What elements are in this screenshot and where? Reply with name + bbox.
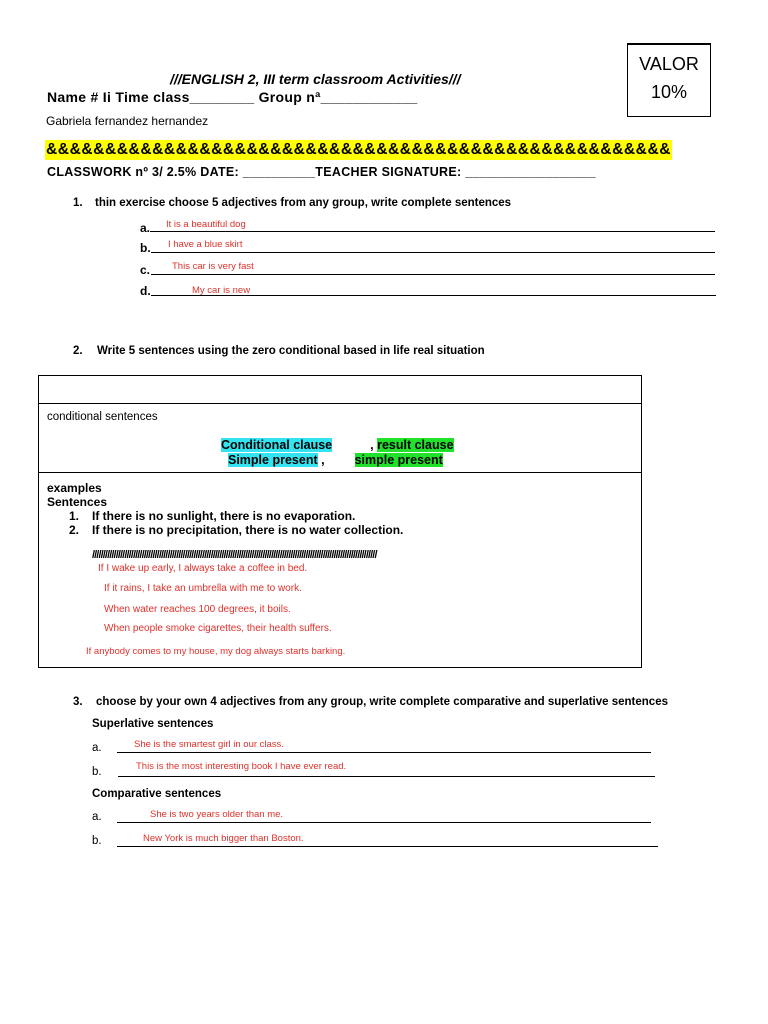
valor-percent: 10% [650,82,688,102]
valor-label: VALOR [639,54,699,74]
conditional-clause-row [221,438,454,453]
comparative-line-b [117,846,658,847]
example-number-1: 1. [69,509,80,523]
zero-conditional-answer-2: If it rains, I take an umbrella with me to work. [104,583,302,594]
q1-label-d: d. [140,284,151,298]
q1-label-b: b. [140,241,151,255]
example-number-2: 2. [69,523,80,537]
zero-conditional-answer-5: If anybody comes to my house, my dog always starts barking. [86,646,346,657]
superlative-label-b: b. [92,766,102,778]
superlative-label: Superlative sentences [92,718,214,730]
q3-text: choose by your own 4 adjectives from any group, write complete comparative and superlative sentences [96,696,668,708]
comma-separator: , [370,438,378,452]
tense-row [228,453,443,468]
q1-answer-c: This car is very fast [172,261,254,272]
superlative-label-a: a. [92,742,102,754]
zero-conditional-answer-4: When people smoke cigarettes, their health suffers. [104,623,332,634]
q1-answer-line-c [151,274,715,275]
comparative-label-a: a. [92,811,102,823]
table-divider-top [39,403,641,404]
q1-label-a: a. [140,221,151,235]
examples-label: examples [47,481,102,495]
example-sentence-1: If there is no sunlight, there is no evaporation. [92,509,356,523]
comparative-label: Comparative sentences [92,788,222,800]
q1-answer-b: I have a blue skirt [168,239,243,250]
sentences-label: Sentences [47,495,108,509]
result-clause-label: result clause [377,438,454,452]
comparative-line-a [117,822,651,823]
conditional-table [38,375,642,668]
simple-present-right: simple present [354,453,443,467]
conditional-heading: conditional sentences [47,411,158,423]
q3-number: 3. [73,696,83,708]
q1-answer-line-b [151,252,715,253]
tense-comma: , [317,453,325,467]
comparative-answer-a: She is two years older than me. [150,809,284,820]
q1-answer-d: My car is new [192,285,251,296]
comparative-label-b: b. [92,835,102,847]
slash-divider: //////////////////////////////////////////////////////////////////////////////////////////////////////////////////////////////////// [92,549,377,561]
q1-answer-a: It is a beautiful dog [166,219,246,230]
zero-conditional-answer-3: When water reaches 100 degrees, it boils. [104,604,291,615]
q1-label-c: c. [140,263,151,277]
q2-text: Write 5 sentences using the zero conditional based in life real situation [97,345,485,357]
table-divider-middle [39,472,641,473]
worksheet-subtitle: Name # Ii Time class________ Group nª____________ [47,89,418,105]
q1-number: 1. [73,197,83,209]
q1-text: thin exercise choose 5 adjectives from any group, write complete sentences [95,197,512,209]
zero-conditional-answer-1: If I wake up early, I always take a coffee in bed. [98,563,308,574]
superlative-answer-b: This is the most interesting book I have ever read. [136,761,347,772]
superlative-answer-a: She is the smartest girl in our class. [134,739,284,750]
worksheet-title: ///ENGLISH 2, III term classroom Activities/// [170,71,461,87]
classwork-line: CLASSWORK nº 3/ 2.5% DATE: __________TEACHER SIGNATURE: __________________ [47,165,596,179]
superlative-line-b [118,776,655,777]
q2-number: 2. [73,345,83,357]
student-name: Gabriela fernandez hernandez [46,114,209,128]
ampersand-divider: &&&&&&&&&&&&&&&&&&&&&&&&&&&&&&&&&&&&&&&&&&&&&&&&&&&&& [46,141,672,158]
simple-present-left: Simple present [228,453,318,467]
example-sentence-2: If there is no precipitation, there is no water collection. [92,523,404,537]
conditional-clause-label: Conditional clause [221,438,333,452]
q1-answer-line-a [150,231,715,232]
valor-box [627,43,711,117]
superlative-line-a [117,752,651,753]
comparative-answer-b: New York is much bigger than Boston. [143,833,304,844]
